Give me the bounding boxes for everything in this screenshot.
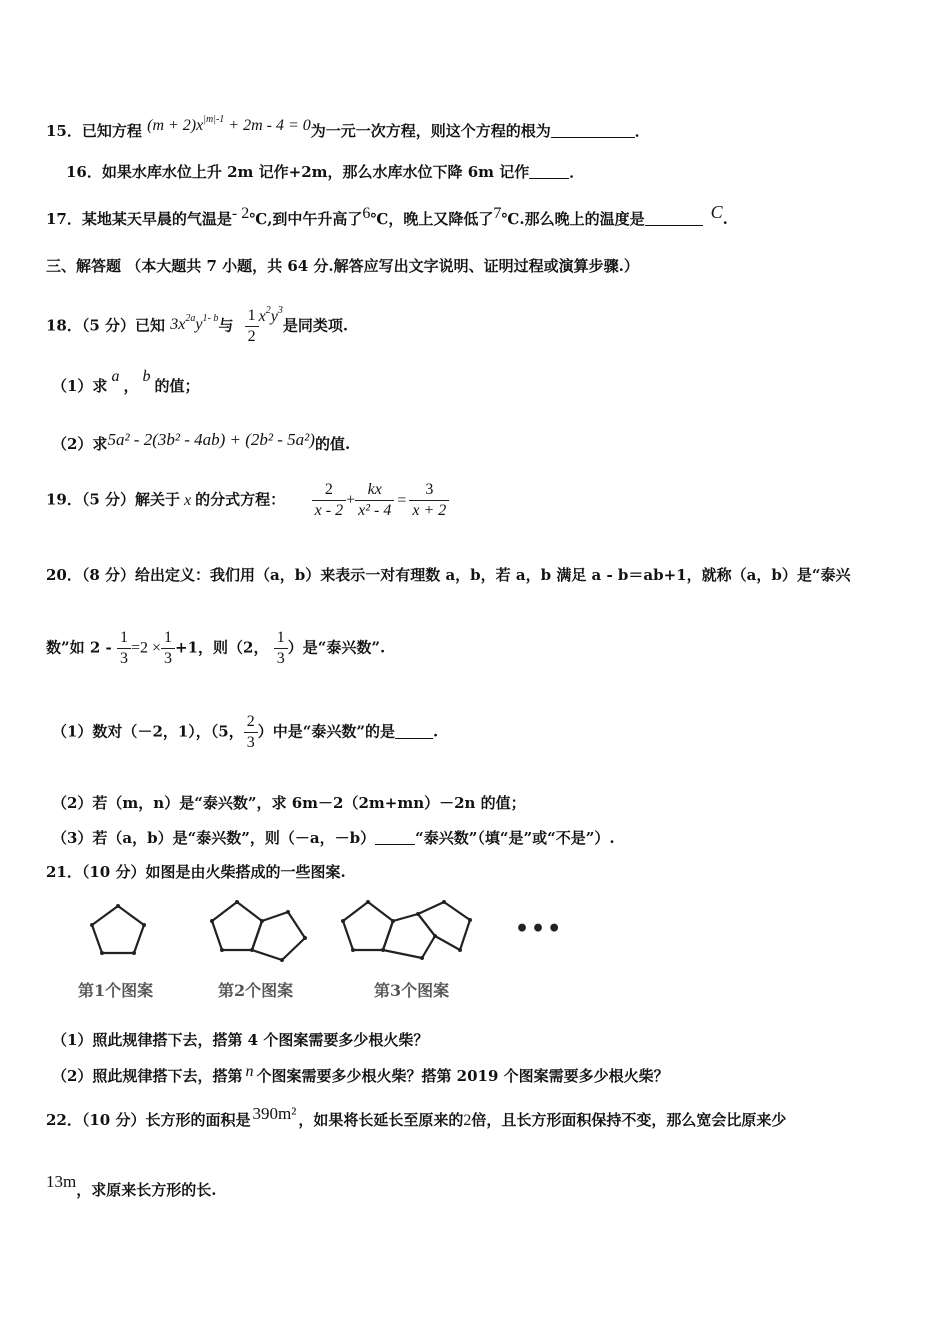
pentagon-3c [418,902,470,950]
question-18-2: （2）求5a² - 2(3b² - 4ab) + (2b² - 5a²)的值. [52,430,351,453]
caption-pattern-1: 第1个图案 [78,981,154,1000]
question-20: 20．（8 分）给出定义：我们用（a，b）来表示一对有理数 a，b，若 a，b 满足 a - b＝ab+1，就称（a，b）是“泰兴 [46,566,851,584]
answer-blank[interactable] [375,830,415,845]
question-20-2: （2）若（m，n）是“泰兴数”，求 6m－2（2m+mn）－2n 的值； [52,794,526,812]
equation: $(m + 2)x^{|m|-1} + 2m - 4 = 0$ [147,114,311,134]
question-16: 16．如果水库水位上升 2m 记作+2m，那么水库水位下降 6m 记作 ． [66,163,585,181]
question-22: 22．（10 分）长方形的面积是 390m² ，如果将长延长至原来的2倍，且长方形面积保持不变，那么宽会比原来少 [46,1104,787,1129]
answer-blank[interactable] [551,123,635,138]
question-21-1: （1）照此规律搭下去，搭第 4 个图案需要多少根火柴？ [52,1031,429,1049]
question-21: 21．（10 分）如图是由火柴搭成的一些图案. [46,863,346,881]
section-heading: 三、解答题 （本大题共 7 小题，共 64 分.解答应写出文字说明、证明过程或演算步骤.） [46,257,639,275]
caption-pattern-3: 第3个图案 [374,981,450,1000]
matchstick-figure [60,890,580,970]
question-20-1: （1）数对（－2，1），（5， $\frac{2}{3}$ ）中是“泰兴数”的是 . [52,713,439,751]
question-20-example: 数”如 2 - $\frac{1}{3}$ =2 × $\frac{1}{3}$ +1，则（2， $\frac{1}{3}$ ）是“泰兴数”. [46,629,386,667]
question-18-1: （1）求a，b的值； [52,368,200,395]
caption-pattern-2: 第2个图案 [218,981,294,1000]
question-20-3: （3）若（a，b）是“泰兴数”，则（－a，－b） “泰兴数”（填“是”或“不是”）. [52,829,615,847]
answer-blank[interactable] [529,164,569,179]
pentagon-1 [92,906,144,953]
question-19: 19．（5 分）解关于 x 的分式方程： $\frac{2}{x - 2}$ + $\frac{kx}{\text{x² - 4}}$ = $\frac{3}{x + 2}$ [46,480,449,521]
question-22-cont: 13m，求原来长方形的长. [46,1172,217,1199]
dots: ••• [515,916,564,942]
question-18: 18．（5 分）已知 $3x^{2a}y^{1- b}$与 $\frac{1}{2}$ $x^2y^3$是同类项. [46,304,349,345]
question-15: 15．已知方程 $(m + 2)x^{|m|-1} + 2m - 4 = 0$为一元一次方程，则这个方程的根为 ． [46,114,650,140]
answer-blank[interactable] [645,211,703,226]
answer-blank[interactable] [395,724,433,739]
question-21-2: （2）照此规律搭下去，搭第 n 个图案需要多少根火柴？搭第 2019 个图案需要多少根火柴？ [52,1063,669,1085]
question-17: 17．某地某天早晨的气温是- 2℃,到中午升高了6℃，晚上又降低了7℃.那么晚上的温度是 C. [46,202,728,228]
